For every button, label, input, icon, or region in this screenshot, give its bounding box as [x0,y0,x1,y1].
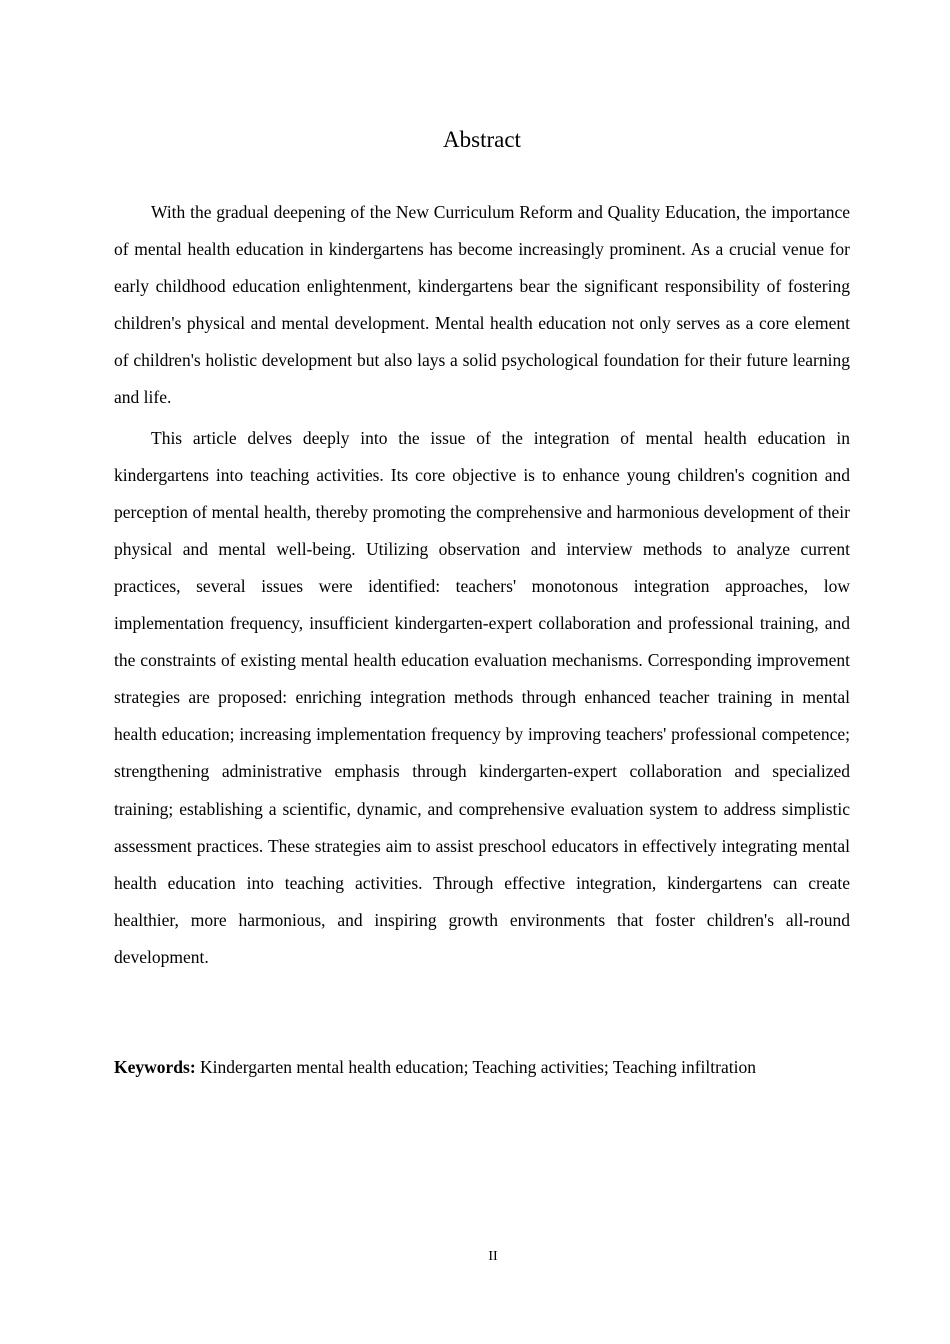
keywords-line [114,1052,850,1082]
keywords-label: Keywords: [114,1057,196,1077]
abstract-body [114,194,850,976]
keywords-text: Kindergarten mental health education; Teaching activities; Teaching infiltration [195,1057,756,1077]
page-title: Abstract [443,127,521,152]
abstract-paragraph-2: This article delves deeply into the issue of the integration of mental health education in kindergartens into teaching activities. Its core objective is to enhance young children's cognition and perception of mental health, thereby promoting the comprehensive and harmonious development of their physical and mental well-being. Utilizing observation and interview methods to analyze current practices, several issues were identified: teachers' monotonous integration approaches, low implementation frequency, insufficient kindergarten-expert collaboration and professional training, and the constraints of existing mental health education evaluation mechanisms. Corresponding improvement strategies are proposed: enriching integration methods through enhanced teacher training in mental health education; increasing implementation frequency by improving teachers' professional competence; strengthening administrative emphasis through kindergarten-expert collaboration and specialized training; establishing a scientific, dynamic, and comprehensive evaluation system to address simplistic assessment practices. These strategies aim to assist preschool educators in effectively integrating mental health education into teaching activities. Through effective integration, kindergartens can create healthier, more harmonious, and inspiring growth environments that foster children's all-round development. [114,427,850,967]
page-number: II [488,1249,498,1264]
abstract-paragraph-1: With the gradual deepening of the New Curriculum Reform and Quality Education, the importance of mental health education in kindergartens has become increasingly prominent. As a crucial venue for early childhood education enlightenment, kindergartens bear the significant responsibility of fostering children's physical and mental development. Mental health education not only serves as a core element of children's holistic development but also lays a solid psychological foundation for their future learning and life. [114,202,850,408]
